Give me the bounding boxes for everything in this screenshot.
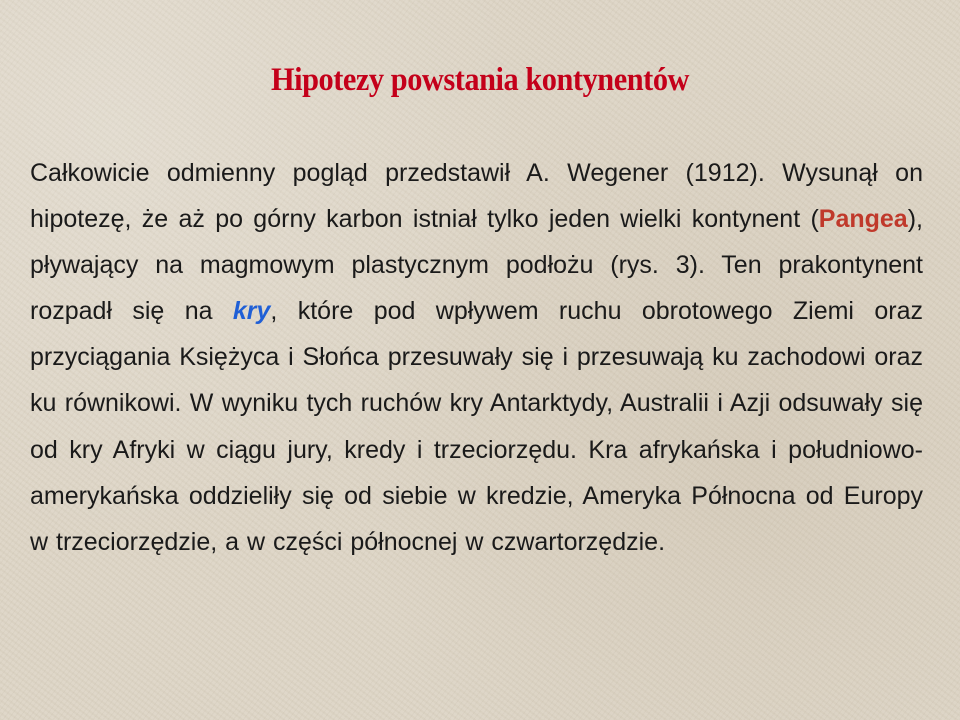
slide-title: Hipotezy powstania kontynentów	[270, 62, 690, 98]
paragraph-text-part-1: Całkowicie odmienny pogląd przedstawił A. Wegener (1912). Wysunął on hipotezę, że aż po górny karbon istniał tylko jeden wielki kontynent (	[30, 159, 923, 234]
highlight-kry: kry	[232, 297, 271, 326]
paragraph-text-part-3: , które pod wpływem ruchu obrotowego Ziemi oraz przyciągania Księżyca i Słońca przesuwały się i przesuwają ku zachodowi oraz ku równikowi. W wyniku tych ruchów kry Antarktydy, Australii i Azji odsuwały się od kry Afryki w ciągu jury, kredy i trzeciorzędu. Kra afrykańska i południowo-amerykańska oddzieliły się od siebie w kredzie, Ameryka Północna od Europy w trzeciorzędzie, a w części północnej w czwartorzędzie.	[30, 297, 923, 556]
body-paragraph	[30, 150, 923, 565]
paragraph-text-part-2: ), pływający na magmowym plastycznym podłożu (rys. 3). Ten prakontynent rozpadł się na	[30, 205, 923, 326]
highlight-pangea: Pangea	[818, 205, 908, 234]
